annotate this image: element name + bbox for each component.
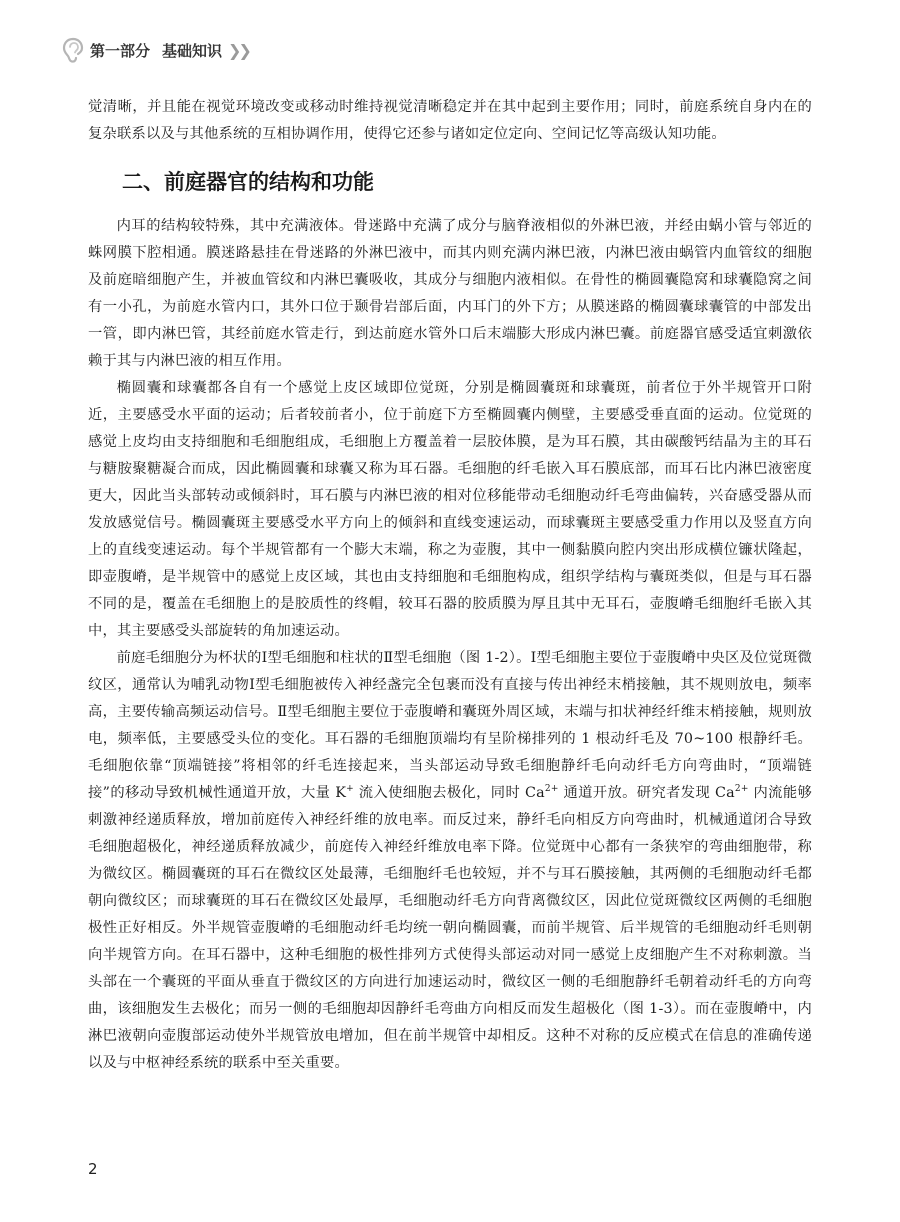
intro-paragraph: 觉清晰，并且能在视觉环境改变或移动时维持视觉清晰稳定并在其中起到主要作用；同时，前庭系统自身内在的复杂联系以及与其他系统的互相协调作用，使得它还参与诸如定位定向、空间记忆等高级认知功能。 xyxy=(88,99,812,142)
calcium-charge-1: 2+ xyxy=(544,784,559,795)
page-body xyxy=(88,94,812,1077)
running-header xyxy=(62,36,249,64)
double-chevron-right-icon: ❯❯ xyxy=(228,40,249,60)
ear-icon xyxy=(62,37,84,63)
page-number: 2 xyxy=(88,1160,98,1178)
paragraph-hair-cells-part3: 通道开放。研究者发现 Ca xyxy=(558,785,735,801)
calcium-charge-2: 2+ xyxy=(734,784,749,795)
paragraph-hair-cells-part4: 内流能够刺激神经递质释放，增加前庭传入神经纤维的放电率。而反过来，静纤毛向相反方向弯曲时，机械通道闭合导致毛细胞超极化，神经递质释放减少，前庭传入神经纤维放电率下降。位觉斑中心都有一条狭窄的弯曲细胞带，称为微纹区。椭圆囊斑的耳石在微纹区处最薄，毛细胞纤毛也较短，并不与耳石膜接触，其两侧的毛细胞动纤毛都朝向微纹区；而球囊斑的耳石在微纹区处最厚，毛细胞动纤毛方向背离微纹区，因此位觉斑微纹区两侧的毛细胞极性正好相反。外半规管壶腹嵴的毛细胞动纤毛均统一朝向椭圆囊，而前半规管、后半规管的毛细胞动纤毛则朝向半规管方向。在耳石器中，这种毛细胞的极性排列方式使得头部运动对同一感觉上皮细胞产生不对称刺激。当头部在一个囊斑的平面从垂直于微纹区的方向进行加速运动时，微纹区一侧的毛细胞静纤毛朝着动纤毛的方向弯曲，该细胞发生去极化；而另一侧的毛细胞却因静纤毛弯曲方向相反而发生超极化（图 1-3）。而在壶腹嵴中，内淋巴液朝向壶腹部运动使外半规管放电增加，但在前半规管中却相反。这种不对称的反应模式在信息的准确传递以及与中枢神经系统的联系中至关重要。 xyxy=(88,785,812,1071)
paragraph-hair-cells xyxy=(88,645,812,1077)
header-chapter-title: 基础知识 xyxy=(162,41,223,60)
header-section-title: 第一部分 xyxy=(90,41,151,60)
paragraph-inner-ear: 内耳的结构较特殊，其中充满液体。骨迷路中充满了成分与脑脊液相似的外淋巴液，并经由蜗小管与邻近的蛛网膜下腔相通。膜迷路悬挂在骨迷路的外淋巴液中，而其内则充满内淋巴液，内淋巴液由蜗管内血管纹的细胞及前庭暗细胞产生，并被血管纹和内淋巴囊吸收，其成分与细胞内液相似。在骨性的椭圆囊隐窝和球囊隐窝之间有一小孔，为前庭水管内口，其外口位于颞骨岩部后面，内耳门的外下方；从膜迷路的椭圆囊球囊管的中部发出一管，即内淋巴管，其经前庭水管走行，到达前庭水管外口后末端膨大形成内淋巴囊。前庭器官感受适宜刺激依赖于其与内淋巴液的相互作用。 xyxy=(88,218,812,369)
paragraph-hair-cells-part1: 前庭毛细胞分为杯状的Ⅰ型毛细胞和柱状的Ⅱ型毛细胞（图 1-2）。Ⅰ型毛细胞主要位于壶腹嵴中央区及位觉斑微纹区，通常认为哺乳动物Ⅰ型毛细胞被传入神经盏完全包裹而没有直接与传出神经末梢接触，其不规则放电，频率高，主要传输高频运动信号。Ⅱ型毛细胞主要位于壶腹嵴和囊斑外周区域，末端与扣状神经纤维末梢接触，规则放电，频率低，主要感受头位的变化。耳石器的毛细胞顶端均有呈阶梯排列的 1 根动纤毛及 70~100 根静纤毛。毛细胞依靠“顶端链接”将相邻的纤毛连接起来，当头部运动导致毛细胞静纤毛向动纤毛方向弯曲时，“顶端链接”的移动导致机械性通道开放，大量 K xyxy=(88,650,812,801)
potassium-charge: + xyxy=(346,784,354,795)
paragraph-otolith-organs: 椭圆囊和球囊都各自有一个感觉上皮区域即位觉斑，分别是椭圆囊斑和球囊斑，前者位于外半规管开口附近，主要感受水平面的运动；后者较前者小，位于前庭下方至椭圆囊内侧壁，主要感受垂直面的运动。位觉斑的感觉上皮均由支持细胞和毛细胞组成，毛细胞上方覆盖着一层胶体膜，是为耳石膜，其由碳酸钙结晶为主的耳石与糖胺聚糖凝合而成，因此椭圆囊和球囊又称为耳石器。毛细胞的纤毛嵌入耳石膜底部，而耳石比内淋巴液密度更大，因此当头部转动或倾斜时，耳石膜与内淋巴液的相对位移能带动毛细胞动纤毛弯曲偏转，兴奋感受器从而发放感觉信号。椭圆囊斑主要感受水平方向上的倾斜和直线变速运动，而球囊斑主要感受重力作用以及竖直方向上的直线变速运动。每个半规管都有一个膨大末端，称之为壶腹，其中一侧黏膜向腔内突出形成横位镰状隆起，即壶腹嵴，是半规管中的感觉上皮区域，其也由支持细胞和毛细胞构成，组织学结构与囊斑类似，但是与耳石器不同的是，覆盖在毛细胞上的是胶质性的终帽，较耳石器的胶质膜为厚且其中无耳石，壶腹嵴毛细胞纤毛嵌入其中，其主要感受头部旋转的角加速运动。 xyxy=(88,380,812,639)
paragraph-hair-cells-part2: 流入使细胞去极化，同时 Ca xyxy=(353,785,545,801)
section-heading: 二、前庭器官的结构和功能 xyxy=(122,170,374,194)
